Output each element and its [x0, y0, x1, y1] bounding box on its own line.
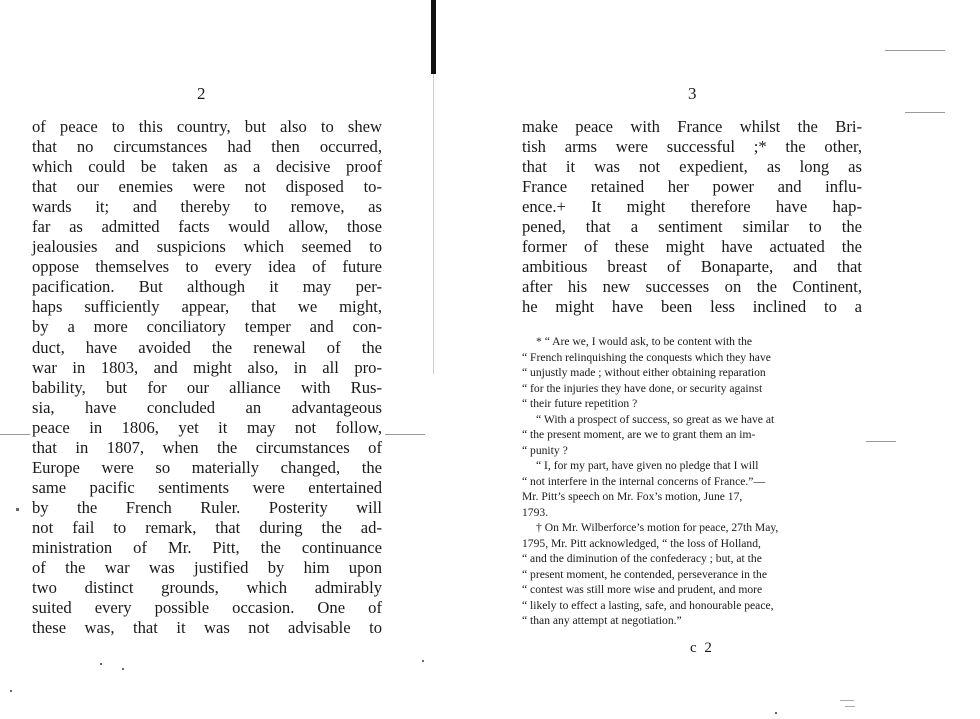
- text-line: that no circumstances had then occurred,: [32, 137, 382, 157]
- scan-artifact: [845, 706, 855, 707]
- footnote-line: “ With a prospect of success, so great as we have at: [536, 412, 775, 426]
- scan-artifact: [775, 712, 777, 714]
- footnote-line: “ I, for my part, have given no pledge that I will: [536, 459, 759, 472]
- gutter-line: [433, 74, 434, 374]
- text-line: suited every possible occasion. One of: [32, 598, 382, 618]
- footnote-line: “ unjustly made ; without either obtaining reparation: [522, 366, 766, 379]
- text-line: oppose themselves to every idea of future: [32, 257, 382, 277]
- text-line: jealousies and suspicions which seemed to: [32, 237, 382, 257]
- text-line: these was, that it was not advisable to: [32, 618, 382, 638]
- text-line: make peace with France whilst the Bri-: [522, 117, 862, 136]
- scan-artifact: [122, 668, 124, 670]
- text-line: duct, have avoided the renewal of the: [32, 337, 382, 357]
- scan-artifact: [422, 660, 424, 662]
- text-line: former of these might have actuated the: [522, 237, 862, 257]
- scan-artifact: [16, 508, 19, 511]
- scan-artifact: [905, 112, 945, 113]
- text-line: not fail to remark, that during the ad-: [32, 517, 382, 537]
- footnote-line: † On Mr. Wilberforce’s motion for peace, 27th May,: [536, 521, 779, 534]
- footnote-line: “ and the diminution of the confederacy ; but, at the: [522, 552, 762, 565]
- scan-artifact: [885, 50, 945, 51]
- signature-mark: c 2: [690, 640, 714, 656]
- text-line: he might have been less inclined to a: [522, 297, 862, 317]
- text-line: far as admitted facts would allow, those: [32, 217, 382, 237]
- text-line: bability, but for our alliance with Rus-: [32, 377, 382, 397]
- text-line: of peace to this country, but also to shew: [32, 117, 382, 136]
- page-number-left: 2: [197, 84, 207, 103]
- text-line: which could be taken as a decisive proof: [32, 157, 382, 177]
- text-line: sia, have concluded an advantageous: [32, 397, 382, 417]
- text-line: two distinct grounds, which admirably: [32, 578, 382, 598]
- footnote-line: “ not interfere in the internal concerns of France.”—: [522, 474, 766, 488]
- text-line: peace in 1806, yet it may not follow,: [32, 417, 382, 437]
- footnote-line: “ for the injuries they have done, or security against: [522, 381, 763, 395]
- footnote-line: 1793.: [522, 505, 549, 519]
- footnote-line: “ present moment, he contended, perseverance in the: [522, 567, 767, 581]
- scan-artifact: [840, 700, 854, 701]
- text-line: ministration of Mr. Pitt, the continuance: [32, 537, 382, 557]
- text-line: of the war was justified by him upon: [32, 558, 382, 578]
- text-line: France retained her power and influ-: [522, 177, 862, 197]
- right-page-text: [522, 117, 862, 317]
- text-line: wards it; and thereby to remove, as: [32, 197, 382, 217]
- footnote-line: * “ Are we, I would ask, to be content with the: [536, 335, 753, 348]
- footnote-line: “ punity ?: [522, 443, 568, 457]
- text-line: after his new successes on the Continent,: [522, 277, 862, 297]
- text-line: haps sufficiently appear, that we might,: [32, 297, 382, 317]
- footnote-line: “ French relinquishing the conquests which they have: [522, 350, 771, 364]
- text-line: by the French Ruler. Posterity will: [32, 497, 382, 517]
- footnote-line: “ their future repetition ?: [522, 397, 638, 410]
- footnotes: [522, 334, 864, 629]
- text-line: that in 1807, when the circumstances of: [32, 437, 382, 457]
- gutter-shadow: [431, 0, 436, 74]
- page-number-right: 3: [688, 84, 698, 103]
- footnote-line: “ likely to effect a lasting, safe, and honourable peace,: [522, 598, 774, 612]
- text-line: ence.+ It might therefore have hap-: [522, 197, 862, 217]
- text-line: war in 1803, and might also, in all pro-: [32, 357, 382, 377]
- footnote-line: 1795, Mr. Pitt acknowledged, “ the loss of Holland,: [522, 536, 761, 550]
- scan-artifact: [866, 441, 896, 442]
- footnote-line: “ than any attempt at negotiation.”: [522, 614, 682, 627]
- footnote-line: Mr. Pitt’s speech on Mr. Fox’s motion, June 17,: [522, 490, 743, 503]
- scan-artifact: [100, 663, 102, 665]
- text-line: tish arms were successful ;* the other,: [522, 137, 862, 157]
- scan-artifact: [0, 434, 30, 435]
- text-line: pened, that a sentiment similar to the: [522, 217, 862, 237]
- text-line: by a more conciliatory temper and con-: [32, 317, 382, 337]
- text-line: same pacific sentiments were entertained: [32, 477, 382, 497]
- scan-artifact: [385, 434, 425, 435]
- left-page-text: [32, 117, 382, 638]
- footnote-line: “ the present moment, are we to grant them an im-: [522, 428, 756, 441]
- footnote-line: “ contest was still more wise and prudent, and more: [522, 583, 763, 596]
- text-line: Europe were so materially changed, the: [32, 457, 382, 477]
- text-line: ambitious breast of Bonaparte, and that: [522, 257, 862, 277]
- text-line: that our enemies were not disposed to-: [32, 177, 382, 197]
- text-line: that it was not expedient, as long as: [522, 157, 862, 177]
- text-line: pacification. But although it may per-: [32, 277, 382, 297]
- scan-artifact: [10, 690, 12, 692]
